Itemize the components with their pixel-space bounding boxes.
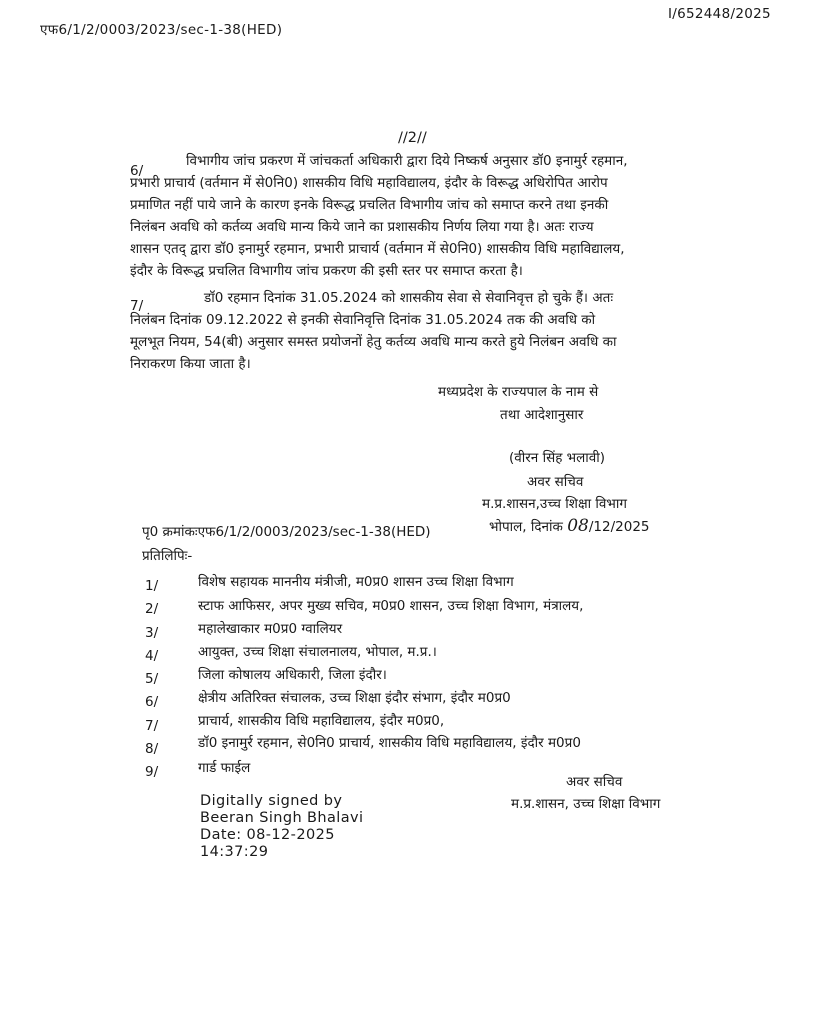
para7-line: निराकरण किया जाता है। <box>130 356 251 372</box>
handwritten-day: 08 <box>567 516 589 536</box>
para6-line: शासन एतद् द्वारा डॉ0 इनामुर्र रहमान, प्रभारी प्राचार्य (वर्तमान में से0नि0) शासकीय विधि महाविद्यालय, <box>130 241 625 257</box>
copy-to-label: प्रतिलिपिः- <box>142 548 193 564</box>
para7-line: डॉ0 रहमान दिनांक 31.05.2024 को शासकीय सेवा से सेवानिवृत्त हो चुके हैं। अतः <box>204 290 614 306</box>
para7-line: निलंबन दिनांक 09.12.2022 से इनकी सेवानिवृत्ति दिनांक 31.05.2024 तक की अवधि को <box>130 312 596 328</box>
month-year: /12/2025 <box>588 519 650 535</box>
signatory-designation: अवर सचिव <box>527 474 584 490</box>
copy-item-number: 8/ <box>145 741 159 757</box>
para6-line: इंदौर के विरूद्ध प्रचलित विभागीय जांच प्रकरण की इसी स्तर पर समाप्त करता है। <box>130 263 523 279</box>
copy-item-text: स्टाफ आफिसर, अपर मुख्य सचिव, म0प्र0 शासन, उच्च शिक्षा विभाग, मंत्रालय, <box>198 598 584 614</box>
order-line-1: मध्यप्रदेश के राज्यपाल के नाम से <box>438 384 599 400</box>
copy-item-number: 6/ <box>145 694 159 710</box>
copy-item-text: महालेखाकार म0प्र0 ग्वालियर <box>198 621 343 637</box>
copy-item-text: जिला कोषालय अधिकारी, जिला इंदौर। <box>198 667 387 683</box>
digital-signature-line: 14:37:29 <box>200 844 269 860</box>
para6-line: प्रमाणित नहीं पाये जाने के कारण इनके विरूद्ध प्रचलित विभागीय जांच को समाप्त करने तथा इनकी <box>130 197 609 213</box>
para7-line: मूलभूत नियम, 54(बी) अनुसार समस्त प्रयोजनों हेतु कर्तव्य अवधि मान्य करते हुये निलंबन अवधि का <box>130 334 617 350</box>
para7-number: 7/ <box>130 298 144 314</box>
para6-number: 6/ <box>130 163 144 179</box>
signatory-name: (वीरन सिंह भलावी) <box>509 450 606 466</box>
para7-body <box>130 287 705 375</box>
copy-item-text: डॉ0 इनामुर्र रहमान, से0नि0 प्राचार्य, शासकीय विधि महाविद्यालय, इंदौर म0प्र0 <box>198 735 581 751</box>
file-number: एफ6/1/2/0003/2023/sec-1-38(HED) <box>40 22 283 38</box>
para6-line: निलंबन अवधि को कर्तव्य अवधि मान्य किये जाने का प्रशासकीय निर्णय लिया गया है। अतः राज्य <box>130 219 594 235</box>
digital-signature-line: Beeran Singh Bhalavi <box>200 810 364 826</box>
bottom-designation: अवर सचिव <box>566 774 623 790</box>
digital-signature-line: Date: 08-12-2025 <box>200 827 335 843</box>
copy-item-text: गार्ड फाईल <box>198 760 251 776</box>
order-line-2: तथा आदेशानुसार <box>500 407 584 423</box>
para6-line: प्रभारी प्राचार्य (वर्तमान में से0नि0) शासकीय विधि महाविद्यालय, इंदौर के विरूद्ध अधिरोपित आरोप <box>130 175 608 191</box>
signatory-department: म.प्र.शासन,उच्च शिक्षा विभाग <box>482 496 628 512</box>
copy-item-number: 9/ <box>145 764 159 780</box>
copy-item-text: प्राचार्य, शासकीय विधि महाविद्यालय, इंदौर म0प्र0, <box>198 713 445 729</box>
copy-item-text: क्षेत्रीय अतिरिक्त संचालक, उच्च शिक्षा इंदौर संभाग, इंदौर म0प्र0 <box>198 690 511 706</box>
bottom-department: म.प्र.शासन, उच्च शिक्षा विभाग <box>511 796 661 812</box>
copy-item-number: 5/ <box>145 671 159 687</box>
para6-line: विभागीय जांच प्रकरण में जांचकर्ता अधिकारी द्वारा दिये निष्कर्ष अनुसार डॉ0 इनामुर्र रहमान, <box>186 153 628 169</box>
copy-item-number: 4/ <box>145 648 159 664</box>
place-date <box>489 516 650 536</box>
copy-item-number: 1/ <box>145 578 159 594</box>
page-marker: //2// <box>398 130 427 146</box>
endorsement-number: पृ0 क्रमांकःएफ6/1/2/0003/2023/sec-1-38(HED) <box>142 524 431 540</box>
copy-item-number: 3/ <box>145 625 159 641</box>
copy-item-number: 7/ <box>145 718 159 734</box>
reference-number: I/652448/2025 <box>668 6 771 22</box>
copy-item-text: आयुक्त, उच्च शिक्षा संचालनालय, भोपाल, म.प्र.। <box>198 644 437 660</box>
digital-signature-line: Digitally signed by <box>200 793 343 809</box>
para6-body <box>130 150 705 282</box>
copy-item-number: 2/ <box>145 601 159 617</box>
copy-item-text: विशेष सहायक माननीय मंत्रीजी, म0प्र0 शासन उच्च शिक्षा विभाग <box>198 574 514 590</box>
digital-signature <box>200 793 363 861</box>
place-date-prefix: भोपाल, दिनांक <box>489 519 563 535</box>
